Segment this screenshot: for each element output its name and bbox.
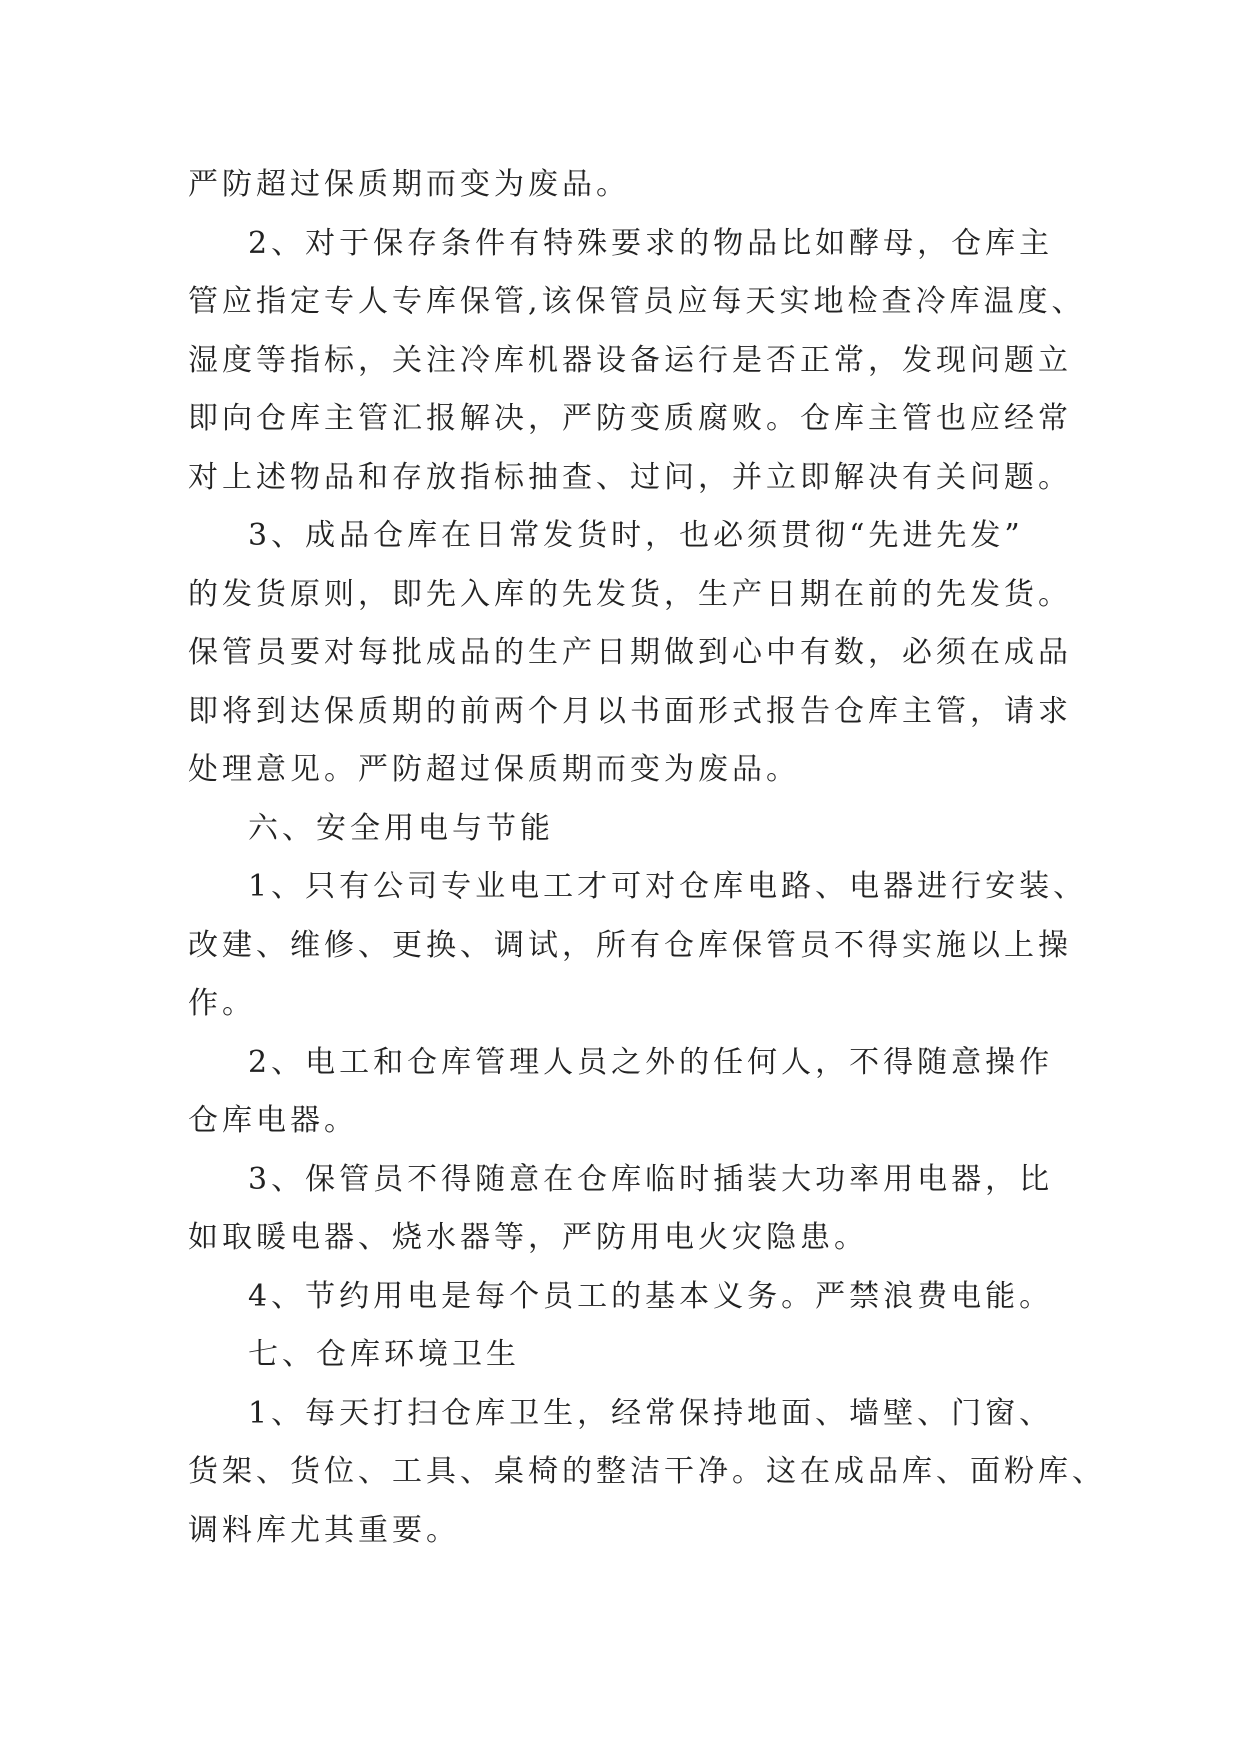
text-line: 湿度等指标，关注冷库机器设备运行是否正常，发现问题立: [188, 342, 1072, 378]
text-line: 2、对于保存条件有特殊要求的物品比如酵母，仓库主: [248, 225, 1054, 261]
text-line: 严防超过保质期而变为废品。: [188, 167, 630, 202]
text-line: 2、电工和仓库管理人员之外的任何人，不得随意操作: [248, 1044, 1054, 1080]
text-line: 3、成品仓库在日常发货时，也必须贯彻“先进先发”: [248, 518, 1024, 553]
text-line: 七、仓库环境卫生: [248, 1337, 520, 1372]
text-line: 改建、维修、更换、调试，所有仓库保管员不得实施以上操: [188, 927, 1072, 963]
document-body: [188, 156, 1106, 1560]
text-line: 3、保管员不得随意在仓库临时插装大功率用电器，比: [248, 1161, 1054, 1197]
text-line: 即向仓库主管汇报解决，严防变质腐败。仓库主管也应经常: [188, 401, 1072, 436]
text-line: 对上述物品和存放指标抽查、过问，并立即解决有关问题。: [188, 459, 1072, 495]
text-line: 作。: [188, 986, 256, 1021]
text-line: 1、只有公司专业电工才可对仓库电路、电器进行安装、: [248, 869, 1088, 904]
text-line: 保管员要对每批成品的生产日期做到心中有数，必须在成品: [188, 635, 1072, 670]
text-line: 1、每天打扫仓库卫生，经常保持地面、墙壁、门窗、: [248, 1395, 1054, 1431]
text-line: 仓库电器。: [188, 1103, 358, 1138]
text-line: 4、节约用电是每个员工的基本义务。严禁浪费电能。: [248, 1278, 1054, 1314]
text-line: 六、安全用电与节能: [248, 810, 554, 846]
text-line: 调料库尤其重要。: [188, 1512, 460, 1548]
text-line: 管应指定专人专库保管,该保管员应每天实地检查冷库温度、: [188, 284, 1086, 319]
text-line: 如取暖电器、烧水器等，严防用电火灾隐患。: [188, 1220, 868, 1255]
text-line: 即将到达保质期的前两个月以书面形式报告仓库主管，请求: [188, 693, 1072, 729]
text-line: 的发货原则，即先入库的先发货，生产日期在前的先发货。: [188, 576, 1072, 612]
text-line: 货架、货位、工具、桌椅的整洁干净。这在成品库、面粉库、: [188, 1454, 1106, 1489]
text-line: 处理意见。严防超过保质期而变为废品。: [188, 752, 800, 787]
